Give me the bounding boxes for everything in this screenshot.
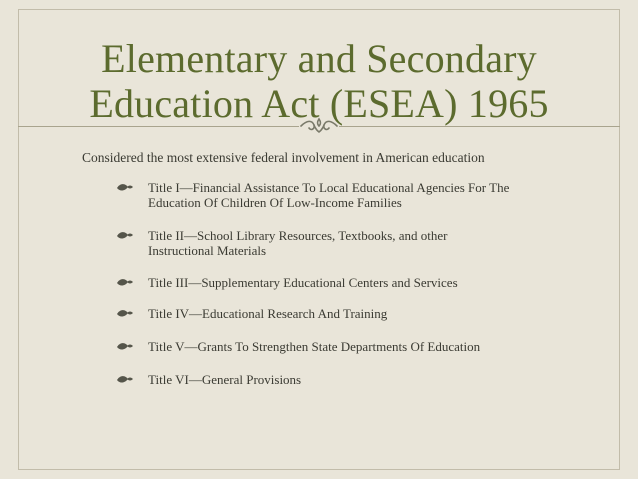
leaf-bullet-icon bbox=[116, 277, 134, 288]
bullet-text-line: Title II—School Library Resources, Textbooks, and other bbox=[148, 228, 448, 243]
slide-title-line-2: Education Act (ESEA) 1965 bbox=[89, 81, 549, 126]
leaf-bullet-icon bbox=[116, 182, 134, 193]
bullet-text-line: Instructional Materials bbox=[148, 243, 267, 258]
leaf-bullet-icon bbox=[116, 341, 134, 352]
leaf-bullet-icon bbox=[116, 374, 134, 385]
bullet-text-line: Education Of Children Of Low-Income Families bbox=[148, 195, 402, 210]
intro-text: Considered the most extensive federal involvement in American education bbox=[82, 150, 485, 165]
bullet-text-line: Title IV—Educational Research And Training bbox=[148, 306, 388, 321]
flourish-ornament-icon bbox=[299, 116, 339, 136]
title-divider-left bbox=[18, 126, 299, 127]
title-divider-right bbox=[339, 126, 620, 127]
bullet-text-line: Title VI—General Provisions bbox=[148, 372, 302, 387]
bullet-text-line: Title III—Supplementary Educational Centers and Services bbox=[148, 275, 458, 290]
leaf-bullet-icon bbox=[116, 308, 134, 319]
bullet-text-line: Title I—Financial Assistance To Local Educational Agencies For The bbox=[148, 180, 510, 195]
slide-title-line-1: Elementary and Secondary bbox=[101, 36, 537, 81]
leaf-bullet-icon bbox=[116, 230, 134, 241]
bullet-text-line: Title V—Grants To Strengthen State Departments Of Education bbox=[148, 339, 481, 354]
